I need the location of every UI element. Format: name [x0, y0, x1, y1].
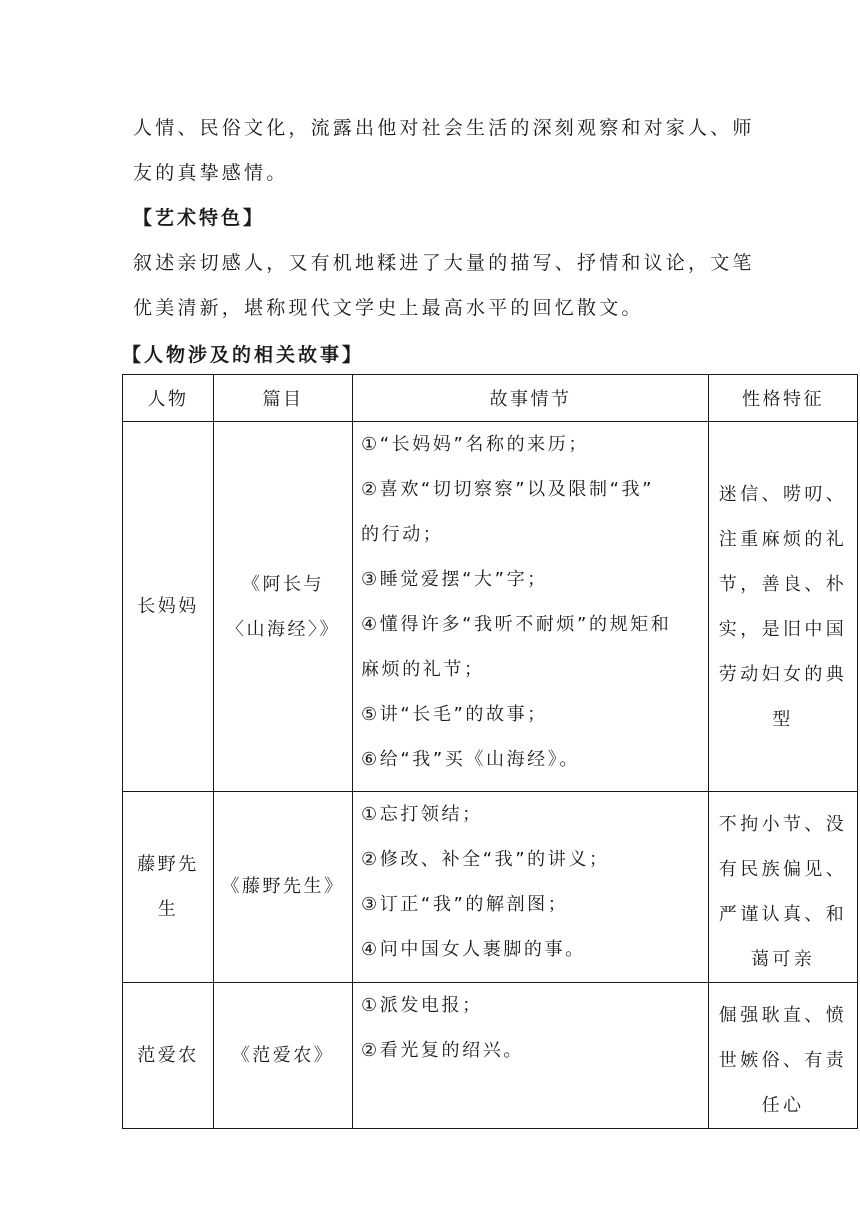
work-cell: 《藤野先生》 — [214, 792, 353, 983]
intro-line-2: 友的真挚感情。 — [133, 162, 289, 184]
header-work: 篇目 — [214, 375, 353, 422]
person-cell: 长妈妈 — [123, 422, 214, 792]
work-cell: 《范爱农》 — [214, 983, 353, 1129]
plot-item: ⑤讲“长毛”的故事； — [361, 704, 548, 725]
plot-item: ①派发电报； — [361, 995, 483, 1016]
plot-item: ②喜欢“切切察察”以及限制“我” — [361, 479, 655, 500]
traits-cell: 倔强耿直、愤世嫉俗、有责任心 — [709, 983, 858, 1129]
table-row — [123, 792, 858, 983]
plot-item: ②修改、补全“我”的讲义； — [361, 849, 610, 870]
plot-item: ①“长妈妈”名称的来历； — [361, 434, 589, 455]
work-cell — [214, 422, 353, 792]
art-features-heading: 【艺术特色】 — [133, 207, 266, 229]
plot-cell — [353, 792, 709, 983]
stories-heading: 【人物涉及的相关故事】 — [122, 344, 365, 366]
plot-item: ③睡觉爱摆“大”字； — [361, 569, 548, 590]
work-title: 《阿长与〈山海经〉》 — [226, 573, 340, 640]
table-header-row — [123, 375, 858, 422]
plot-cell — [353, 422, 709, 792]
plot-item: 的行动； — [361, 524, 444, 545]
plot-item: ②看光复的绍兴。 — [361, 1040, 524, 1061]
header-plot: 故事情节 — [353, 375, 709, 422]
plot-item: ④问中国女人裹脚的事。 — [361, 939, 586, 960]
person-cell: 范爱农 — [123, 983, 214, 1129]
plot-item: 麻烦的礼节； — [361, 659, 485, 680]
plot-item: ③订正“我”的解剖图； — [361, 894, 569, 915]
plot-cell — [353, 983, 709, 1129]
plot-item: ④懂得许多“我听不耐烦”的规矩和 — [361, 614, 672, 635]
intro-line-1: 人情、民俗文化，流露出他对社会生活的深刻观察和对家人、师 — [133, 117, 755, 139]
art-features-line-1: 叙述亲切感人，又有机地糅进了大量的描写、抒情和议论，文笔 — [133, 252, 755, 274]
art-features-line-2: 优美清新，堪称现代文学史上最高水平的回忆散文。 — [133, 297, 644, 319]
traits-cell: 迷信、唠叨、注重麻烦的礼节，善良、朴实，是旧中国劳动妇女的典型 — [709, 422, 858, 792]
table-row — [123, 422, 858, 792]
plot-item: ⑥给“我”买《山海经》。 — [361, 749, 580, 770]
header-traits: 性格特征 — [709, 375, 858, 422]
header-person: 人物 — [123, 375, 214, 422]
plot-item: ①忘打领结； — [361, 804, 483, 825]
table-row — [123, 983, 858, 1129]
traits-cell: 不拘小节、没有民族偏见、严谨认真、和蔼可亲 — [709, 792, 858, 983]
character-stories-table — [122, 374, 858, 1129]
person-cell: 藤野先生 — [123, 792, 214, 983]
